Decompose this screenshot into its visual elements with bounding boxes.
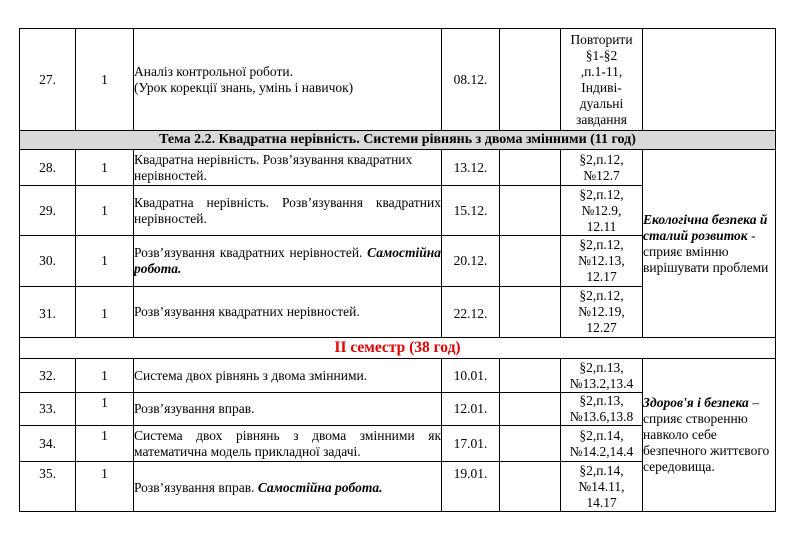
lesson-number: 33. bbox=[20, 393, 76, 426]
lesson-topic: Квадратна нерівність. Розв’язування квадратних нерівностей. bbox=[134, 186, 442, 236]
table-row bbox=[20, 359, 776, 393]
table-row bbox=[20, 150, 776, 186]
lesson-date: 15.12. bbox=[442, 186, 500, 236]
lesson-date: 22.12. bbox=[442, 287, 500, 338]
homework-cell: §2,п.12, №12.9, 12.11 bbox=[561, 186, 643, 236]
lesson-topic: Квадратна нерівність. Розв’язування квадратних нерівностей. bbox=[134, 150, 442, 186]
empty-cell bbox=[500, 287, 561, 338]
empty-cell bbox=[500, 29, 561, 131]
lesson-number: 28. bbox=[20, 150, 76, 186]
lesson-hours: 1 bbox=[76, 426, 134, 462]
lesson-hours: 1 bbox=[76, 393, 134, 426]
lesson-hours: 1 bbox=[76, 150, 134, 186]
empty-cell bbox=[500, 359, 561, 393]
lesson-hours: 1 bbox=[76, 462, 134, 512]
homework-cell: §2,п.12, №12.13, 12.17 bbox=[561, 236, 643, 287]
lesson-hours: 1 bbox=[76, 359, 134, 393]
lesson-number: 34. bbox=[20, 426, 76, 462]
lesson-date: 13.12. bbox=[442, 150, 500, 186]
empty-cell bbox=[500, 236, 561, 287]
competence-note: Екологічна безпека й сталий розвиток - сприяє вмінню вирішувати проблеми bbox=[643, 150, 776, 338]
lesson-hours: 1 bbox=[76, 287, 134, 338]
lesson-date: 17.01. bbox=[442, 426, 500, 462]
lesson-number: 32. bbox=[20, 359, 76, 393]
lesson-number: 31. bbox=[20, 287, 76, 338]
lesson-topic: Аналіз контрольної роботи. (Урок корекції знань, умінь і навичок) bbox=[134, 29, 442, 131]
homework-cell: §2,п.14, №14.11, 14.17 bbox=[561, 462, 643, 512]
lesson-hours: 1 bbox=[76, 29, 134, 131]
semester-title: ІІ семестр (38 год) bbox=[20, 338, 776, 359]
theme-title: Тема 2.2. Квадратна нерівність. Системи рівнянь з двома змінними (11 год) bbox=[20, 131, 776, 150]
lesson-date: 10.01. bbox=[442, 359, 500, 393]
lesson-topic: Розв’язування вправ. Самостійна робота. bbox=[134, 462, 442, 512]
semester-row bbox=[20, 338, 776, 359]
homework-cell: §2,п.12, №12.19, 12.27 bbox=[561, 287, 643, 338]
lesson-hours: 1 bbox=[76, 236, 134, 287]
homework-cell: Повторити §1-§2 ,п.1-11, Індиві- дуальні завдання bbox=[561, 29, 643, 131]
homework-cell: §2,п.12, №12.7 bbox=[561, 150, 643, 186]
theme-row bbox=[20, 131, 776, 150]
lesson-topic: Розв’язування квадратних нерівностей. Самостійна робота. bbox=[134, 236, 442, 287]
empty-cell bbox=[500, 150, 561, 186]
empty-cell bbox=[643, 29, 776, 131]
lesson-hours: 1 bbox=[76, 186, 134, 236]
empty-cell bbox=[500, 426, 561, 462]
competence-note: Здоров'я і безпека – сприяє створенню навколо себе безпечного життєвого середовища. bbox=[643, 359, 776, 512]
homework-cell: §2,п.13, №13.2,13.4 bbox=[561, 359, 643, 393]
lesson-topic: Розв’язування вправ. bbox=[134, 393, 442, 426]
empty-cell bbox=[500, 462, 561, 512]
lesson-date: 08.12. bbox=[442, 29, 500, 131]
lesson-topic: Система двох рівнянь з двома змінними як математична модель прикладної задачі. bbox=[134, 426, 442, 462]
lesson-number: 27. bbox=[20, 29, 76, 131]
homework-cell: §2,п.14, №14.2,14.4 bbox=[561, 426, 643, 462]
lesson-number: 35. bbox=[20, 462, 76, 512]
lesson-date: 20.12. bbox=[442, 236, 500, 287]
empty-cell bbox=[500, 393, 561, 426]
lesson-number: 29. bbox=[20, 186, 76, 236]
lesson-plan-table bbox=[19, 28, 776, 512]
lesson-topic: Система двох рівнянь з двома змінними. bbox=[134, 359, 442, 393]
empty-cell bbox=[500, 186, 561, 236]
table-row bbox=[20, 29, 776, 131]
lesson-date: 12.01. bbox=[442, 393, 500, 426]
lesson-topic: Розв’язування квадратних нерівностей. bbox=[134, 287, 442, 338]
homework-cell: §2,п.13, №13.6,13.8 bbox=[561, 393, 643, 426]
lesson-date: 19.01. bbox=[442, 462, 500, 512]
lesson-number: 30. bbox=[20, 236, 76, 287]
